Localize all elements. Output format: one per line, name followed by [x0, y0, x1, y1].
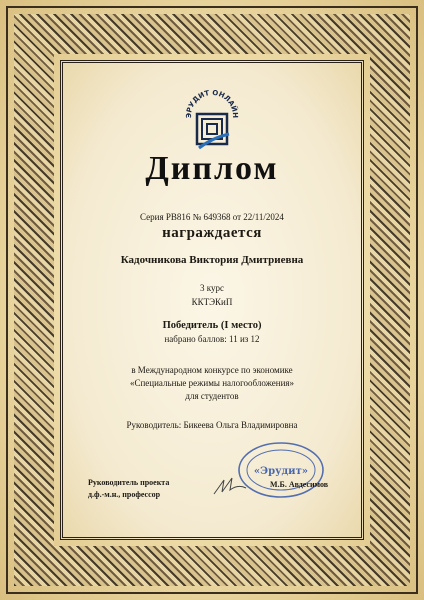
recipient-name: Кадочникова Виктория Дмитриевна: [120, 254, 304, 266]
contest-line-2: «Специальные режимы налогообложения»: [129, 378, 295, 388]
contest-line-3: для студентов: [185, 391, 239, 401]
stamp-text: «Эрудит»: [253, 466, 309, 477]
score: набрано баллов: 11 из 12: [164, 334, 260, 344]
place: Победитель (I место): [162, 320, 262, 331]
logo-text: ЭРУДИТ ОНЛАЙН: [185, 88, 239, 119]
official-stamp: [236, 440, 329, 500]
group: ККТЭКиП: [191, 297, 233, 307]
course: 3 курс: [200, 283, 224, 293]
project-head-degree: д.ф.-м.н., профессор: [88, 490, 161, 499]
contest-line-1: в Международном конкурсе по экономике: [131, 365, 293, 375]
supervisor: Руководитель: Бикеева Ольга Владимировна: [126, 420, 298, 430]
project-head: [88, 477, 169, 501]
project-head-title: Руководитель проекта: [88, 478, 170, 487]
erudit-logo: [185, 88, 239, 154]
awarded-label: награждается: [162, 225, 262, 241]
diploma-title: Диплом: [145, 150, 279, 187]
project-head-name: М.Б. Авдесимов: [270, 480, 329, 489]
series-number: Серия РВ816 № 649368 от 22/11/2024: [140, 212, 284, 222]
